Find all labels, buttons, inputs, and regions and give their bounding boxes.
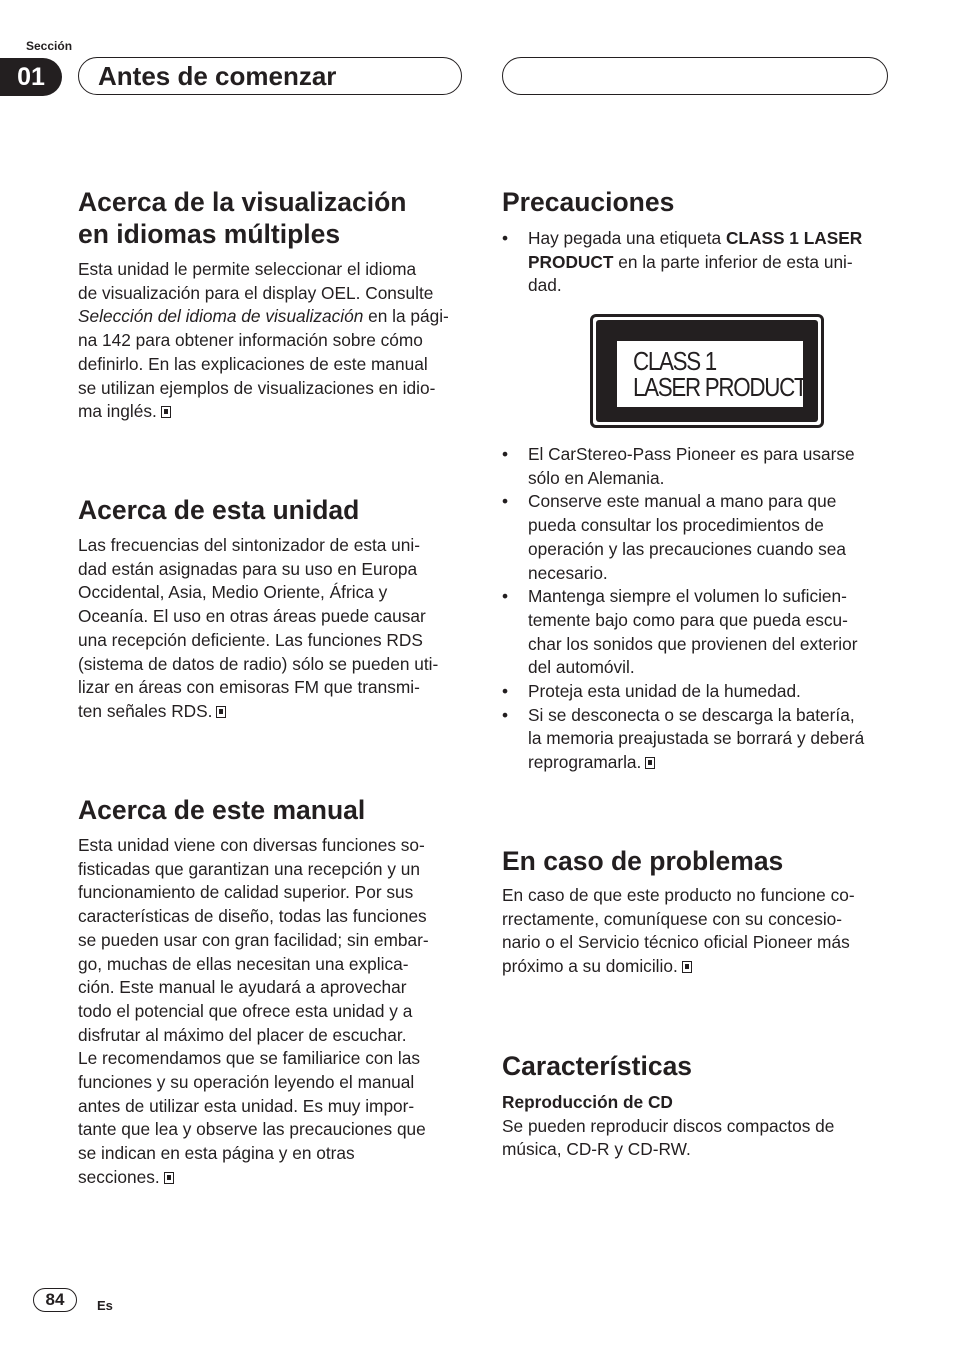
text-line: música, CD-R y CD-RW. xyxy=(502,1139,691,1160)
language-code: Es xyxy=(97,1298,113,1313)
text-line: Le recomendamos que se familiarice con las xyxy=(78,1048,420,1069)
text-line: definirlo. En las explicaciones de este manual xyxy=(78,353,428,374)
bold-term: PRODUCT xyxy=(528,251,614,272)
heading-features: Características xyxy=(502,1051,693,1081)
text-line: dad están asignadas para su uso en Europa xyxy=(78,558,418,579)
text-line: Las frecuencias del sintonizador de esta uni- xyxy=(78,535,420,555)
text-line: se utilizan ejemplos de visualizaciones en idio- xyxy=(78,377,436,398)
text-line: reprogramarla. xyxy=(528,752,642,773)
label-line-1: CLASS 1 xyxy=(633,346,716,376)
end-of-section-icon xyxy=(216,706,226,718)
text-line: tante que lea y observe las precauciones que xyxy=(78,1119,426,1140)
page-number: 84 xyxy=(33,1288,77,1312)
heading-line-1: Acerca de la visualización xyxy=(78,187,407,217)
text-line: antes de utilizar esta unidad. Es muy impor- xyxy=(78,1095,415,1116)
text-line: próximo a su domicilio. xyxy=(502,956,678,977)
precautions-intro-list xyxy=(502,227,892,298)
text-line: sólo en Alemania. xyxy=(528,467,665,488)
list-item xyxy=(502,490,892,585)
laser-label-text xyxy=(633,348,806,400)
text-run: dad. xyxy=(528,275,562,296)
laser-label-panel xyxy=(617,341,807,407)
paragraph-features xyxy=(502,1115,892,1162)
section-troubleshooting xyxy=(502,845,892,979)
section-features xyxy=(502,1050,892,1162)
text-line: de visualización para el display OEL. Consulte xyxy=(78,282,434,303)
text-line: En caso de que este producto no funcione co- xyxy=(502,885,855,905)
text-line: char los sonidos que provienen del exterior xyxy=(528,633,858,654)
section-about-unit xyxy=(78,494,466,724)
end-of-section-icon xyxy=(164,1172,174,1184)
text-line: del automóvil. xyxy=(528,657,635,678)
text-line: fisticadas que garantizan una recepción y un xyxy=(78,858,421,879)
heading-about-unit: Acerca de esta unidad xyxy=(78,495,360,525)
text-line: Esta unidad viene con diversas funciones so- xyxy=(78,835,425,855)
text-line: Occidental, Asia, Medio Oriente, África y xyxy=(78,582,388,603)
text-line: se pueden usar con gran facilidad; sin embar- xyxy=(78,929,429,950)
precautions-list xyxy=(502,443,892,775)
text-line: na 142 para obtener información sobre cómo xyxy=(78,330,423,351)
text-line: en la pági- xyxy=(363,306,449,327)
text-line: (sistema de datos de radio) sólo se pueden uti- xyxy=(78,653,439,674)
empty-header-frame xyxy=(502,57,888,95)
heading-precautions: Precauciones xyxy=(502,187,675,217)
text-line: rrectamente, comuníquese con su concesio- xyxy=(502,908,843,929)
text-line: lizar en áreas con emisoras FM que transmi- xyxy=(78,677,420,698)
end-of-section-icon xyxy=(682,961,692,973)
text-run: en la parte inferior de esta uni- xyxy=(613,251,853,272)
paragraph-about-unit xyxy=(78,534,466,724)
paragraph-troubleshooting xyxy=(502,884,892,979)
text-line: Conserve este manual a mano para que xyxy=(528,491,837,512)
section-multilanguage-display xyxy=(78,186,466,424)
list-item xyxy=(502,680,892,704)
text-line: pueda consultar los procedimientos de xyxy=(528,515,824,536)
heading-line-2: en idiomas múltiples xyxy=(78,219,341,249)
bold-term: CLASS 1 LASER xyxy=(725,228,863,248)
list-item xyxy=(502,443,892,490)
text-line: operación y las precauciones cuando sea xyxy=(528,538,846,559)
text-line: la memoria preajustada se borrará y deberá xyxy=(528,728,865,749)
end-of-section-icon xyxy=(645,757,655,769)
end-of-section-icon xyxy=(161,406,171,418)
section-precautions xyxy=(502,186,892,298)
section-about-manual xyxy=(78,794,466,1190)
text-run: Hay pegada una etiqueta xyxy=(528,228,726,248)
text-line: Oceanía. El uso en otras áreas puede causar xyxy=(78,606,426,627)
heading-troubleshooting: En caso de problemas xyxy=(502,846,784,876)
section-title: Antes de comenzar xyxy=(98,61,337,91)
list-item xyxy=(502,704,892,775)
cross-reference: Selección del idioma de visualización xyxy=(78,306,364,327)
text-line: funciones y su operación leyendo el manual xyxy=(78,1072,415,1093)
paragraph-multilanguage xyxy=(78,258,466,424)
text-line: Se pueden reproducir discos compactos de xyxy=(502,1115,835,1136)
section-number: 01 xyxy=(0,58,62,96)
text-line: temente bajo como para que pueda escu- xyxy=(528,609,848,630)
list-item xyxy=(502,585,892,680)
text-line: ción. Este manual le ayudará a aprovechar xyxy=(78,977,407,998)
class-1-laser-label xyxy=(590,314,824,428)
text-line: ma inglés. xyxy=(78,401,157,422)
text-line: funcionamiento de calidad superior. Por sus xyxy=(78,882,414,903)
subheading-cd-playback: Reproducción de CD xyxy=(502,1092,673,1112)
text-line: El CarStereo-Pass Pioneer es para usarse xyxy=(528,444,855,464)
laser-label-border xyxy=(596,320,818,422)
text-line: necesario. xyxy=(528,562,608,583)
text-line: nario o el Servicio técnico oficial Pioneer más xyxy=(502,932,850,953)
heading-about-manual: Acerca de este manual xyxy=(78,795,366,825)
precautions-list-container xyxy=(502,443,892,775)
text-line: se indican en esta página y en otras xyxy=(78,1143,355,1164)
list-item xyxy=(502,227,892,298)
text-line: Mantenga siempre el volumen lo suficien- xyxy=(528,586,847,607)
text-line: características de diseño, todas las funciones xyxy=(78,906,427,927)
text-line: Esta unidad le permite seleccionar el idioma xyxy=(78,259,417,279)
text-line: go, muchas de ellas necesitan una explica- xyxy=(78,953,409,974)
text-line: Si se desconecta o se descarga la batería, xyxy=(528,704,855,725)
text-line: Proteja esta unidad de la humedad. xyxy=(528,681,801,702)
heading-multilanguage xyxy=(78,186,466,250)
text-line: disfrutar al máximo del placer de escuchar. xyxy=(78,1024,407,1045)
text-line: todo el potencial que ofrece esta unidad y a xyxy=(78,1000,413,1021)
text-line: ten señales RDS. xyxy=(78,700,213,721)
text-line: una recepción deficiente. Las funciones RDS xyxy=(78,629,423,650)
label-line-2: LASER PRODUCT xyxy=(633,372,807,402)
text-line: secciones. xyxy=(78,1166,160,1187)
paragraph-about-manual xyxy=(78,834,466,1190)
section-label: Sección xyxy=(26,39,73,53)
